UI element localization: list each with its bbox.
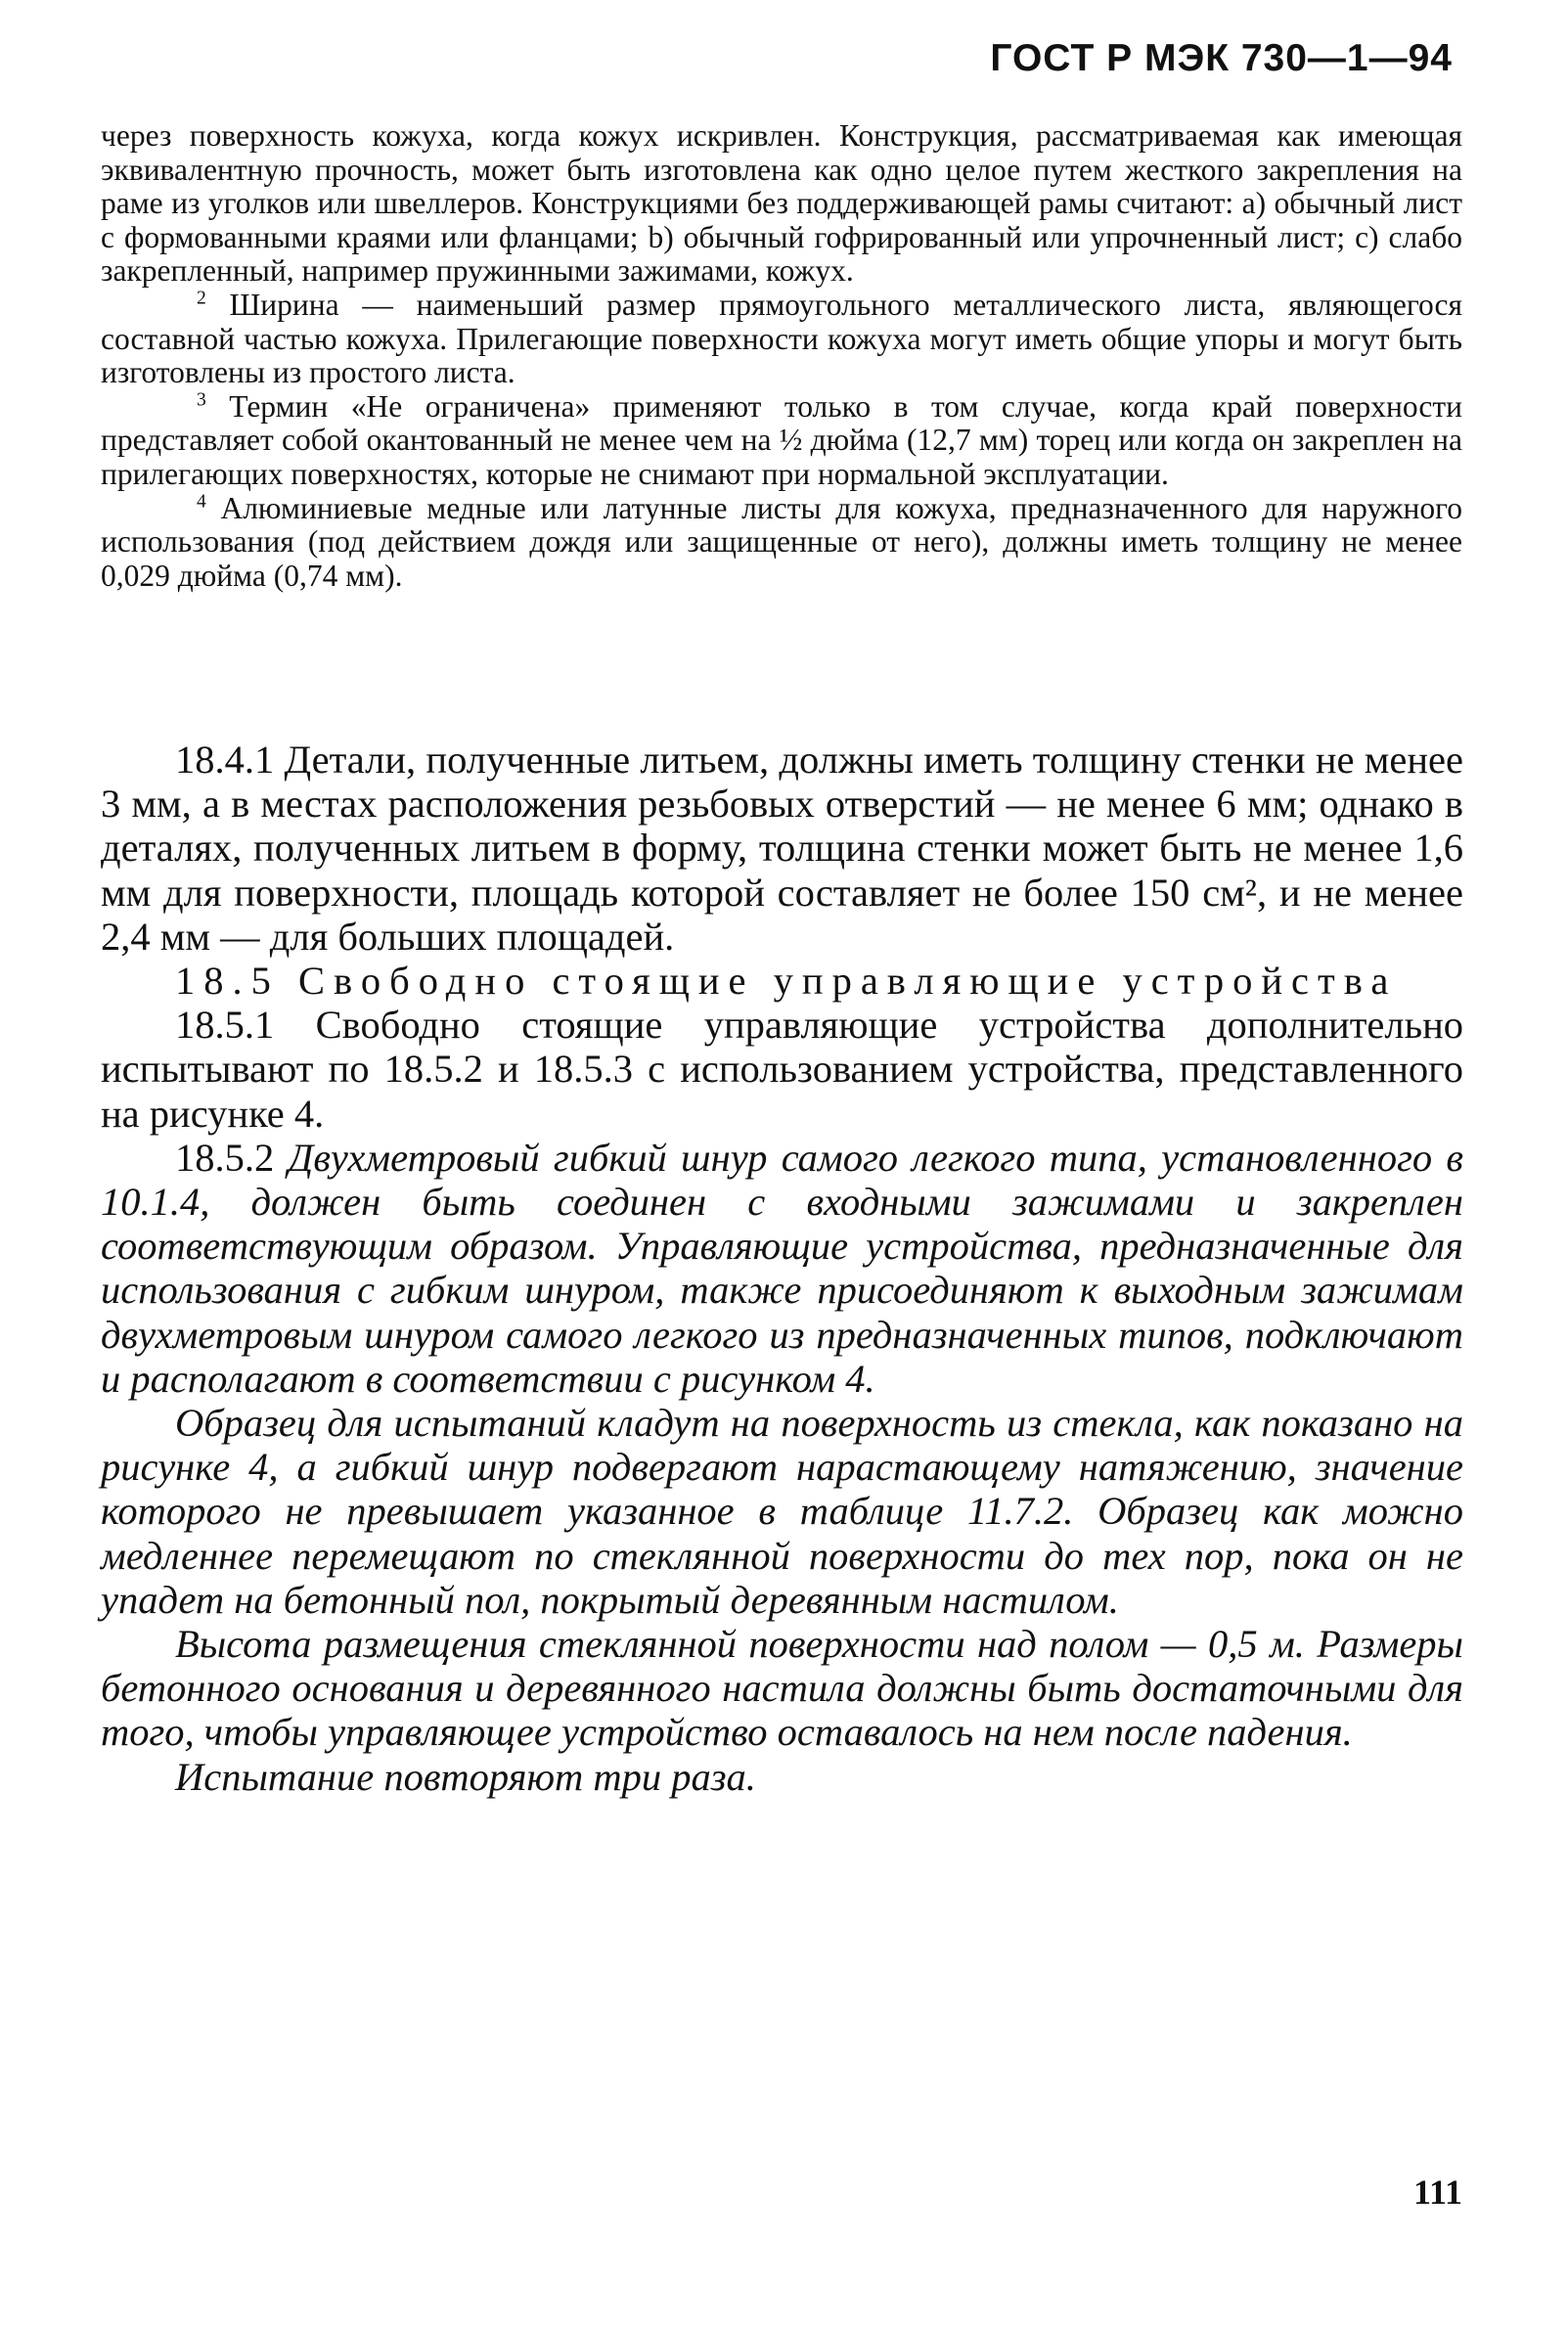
clause-18-5-2 — [101, 1136, 1463, 1401]
paragraph-test-procedure: Образец для испытаний кладут на поверхность из стекла, как показано на рисунке 4, а гибкий шнур подвергают нарастающему натяжению, значение которого не превышает указанное в таблице 11.7.2. Образец как можно медленнее перемещают по стеклянной поверхности до тех пор, пока он не упадет на бетонный пол, покрытый деревянным настилом. — [101, 1401, 1463, 1622]
footnote-3 — [101, 390, 1462, 492]
footnote-text: Алюминиевые медные или латунные листы для кожуха, предназначенного для наружного использования (под действием дождя или защищенные от него), должны иметь толщину не менее 0,029 дюйма (0,74 мм). — [101, 490, 1462, 593]
paragraph-glass-height: Высота размещения стеклянной поверхности над полом — 0,5 м. Размеры бетонного основания и деревянного настила должны быть достаточными для того, чтобы управляющее устройство оставалось на нем после падения. — [101, 1622, 1463, 1755]
clause-text: Двухметровый гибкий шнур самого легкого типа, установленного в 10.1.4, должен быть соединен с входными зажимами и закреплен соответствующим образом. Управляющие устройства, предназначенные для использования с гибким шнуром, также присоединяют к выходным зажимам двухметровым шнуром самого легкого из предназначенных типов, подключают и располагают в соответствии с рисунком 4. — [101, 1135, 1464, 1401]
page-number: 111 — [1412, 2172, 1462, 2212]
footnote-mark: 4 — [197, 491, 206, 513]
section-heading-18-5 — [101, 959, 1463, 1003]
footnote-4 — [101, 492, 1462, 594]
paragraph-repeat: Испытание повторяют три раза. — [175, 1754, 756, 1799]
footnote-2 — [101, 289, 1462, 390]
footnote-continuation: через поверхность кожуха, когда кожух искривлен. Конструкция, рассматриваемая как имеющая эквивалентную прочность, может быть изготовлена как одно целое путем жесткого закрепления на раме из уголков или швеллеров. Конструкциями без поддерживающей рамы считают: а) обычный лист с формованными краями или фланцами; b) обычный гофрированный или упрочненный лист; с) слабо закрепленный, например пружинными зажимами, кожух. — [101, 118, 1462, 289]
main-text — [101, 738, 1463, 1799]
footnote-text: Термин «Не ограничена» применяют только в том случае, когда край поверхности представляет собой окантованный не менее чем на ½ дюйма (12,7 мм) торец или когда он закреплен на прилегающих поверхностях, которые не снимают при нормальной эксплуатации. — [101, 388, 1462, 491]
document-code-header: ГОСТ Р МЭК 730—1—94 — [990, 37, 1453, 79]
footnotes-block — [101, 119, 1462, 593]
footnote-text: Ширина — наименьший размер прямоугольного металлического листа, являющегося составной частью кожуха. Прилегающие поверхности кожуха могут иметь общие упоры и могут быть изготовлены из простого листа. — [101, 287, 1463, 390]
footnote-mark: 3 — [197, 389, 206, 411]
clause-18-5-1: 18.5.1 Свободно стоящие управляющие устройства дополнительно испытывают по 18.5.2 и 18.5.3 с использованием устройства, представленного на рисунке 4. — [101, 1003, 1463, 1136]
section-heading-text: 18.5 Свободно стоящие управляющие устройства — [175, 959, 1398, 1004]
clause-number: 18.5.2 — [175, 1135, 275, 1180]
clause-18-4-1: 18.4.1 Детали, полученные литьем, должны иметь толщину стенки не менее 3 мм, а в местах расположения резьбовых отверстий — не менее 6 мм; однако в деталях, полученных литьем в форму, толщина стенки может быть не менее 1,6 мм для поверхности, площадь которой составляет не более 150 см², и не менее 2,4 мм — для больших площадей. — [101, 738, 1463, 959]
footnote-mark: 2 — [197, 288, 206, 309]
